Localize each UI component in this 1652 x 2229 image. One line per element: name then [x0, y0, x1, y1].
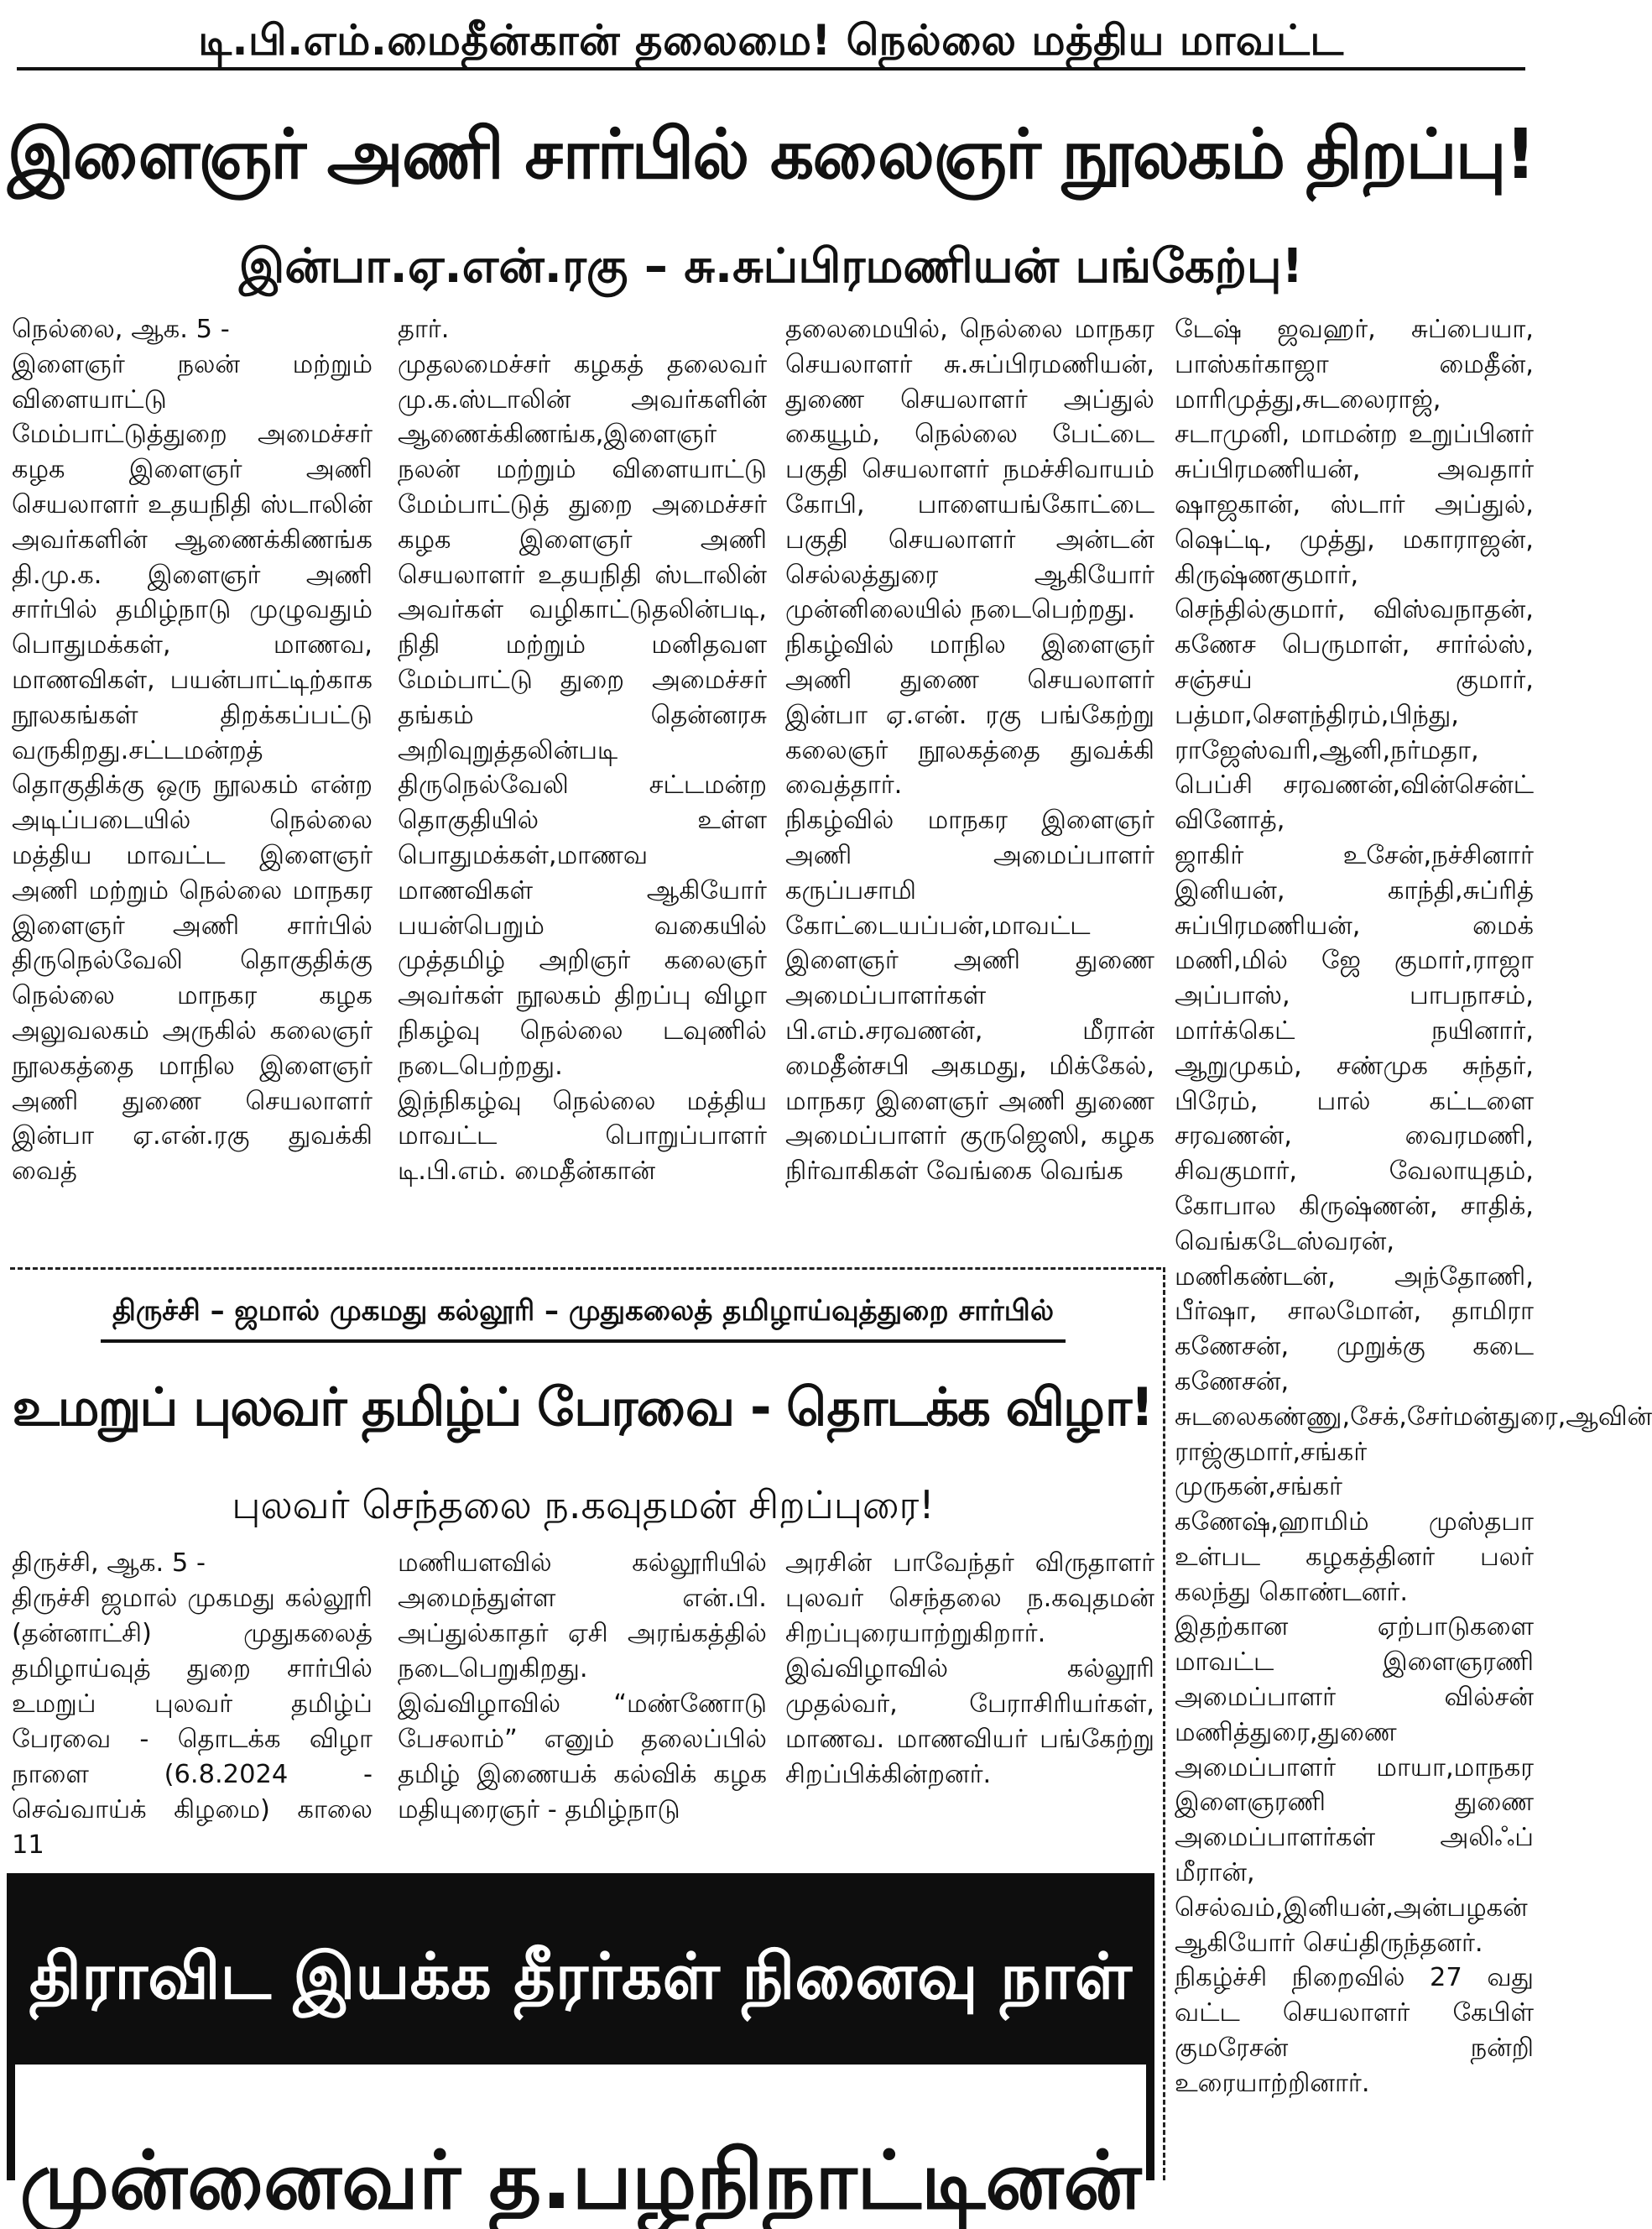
memorial-box-heading-text: முன்னைவர் த.பழநிநாட்டினன்	[19, 2133, 1142, 2227]
story1-subhead: இன்பா.ஏ.என்.ரகு – சு.சுப்பிரமணியன் பங்கேற்பு!	[238, 239, 1304, 294]
paragraph: அரசின் பாவேந்தர் விருதாளர் புலவர் செந்தலை ந.கவுதமன் சிறப்புரையாற்றுகிறார்.	[785, 1548, 1154, 1648]
paragraph: இளைஞர் நலன் மற்றும் விளையாட்டு மேம்பாட்டுத்துறை அமைச்சர் கழக இளைஞர் அணி செயலாளர் உதயநிதி ஸ்டாலின் அவர்களின் ஆணைக்கிணங்க தி.மு.க. இளைஞர் அணி சார்பில் தமிழ்நாடு முழுவதும் பொதுமக்கள், மாணவ, மாணவிகள், பயன்பாட்டிற்காக நூலகங்கள் திறக்கப்பட்டு வருகிறது.சட்டமன்றத் தொகுதிக்கு ஒரு நூலகம் என்ற அடிப்படையில் நெல்லை மத்திய மாவட்ட இளைஞர் அணி மற்றும் நெல்லை மாநகர இளைஞர் அணி சார்பில் திருநெல்வேலி தொகுதிக்கு நெல்லை மாநகர கழக அலுவலகம் அருகில் கலைஞர் நூலகத்தை மாநில இளைஞர் அணி துணை செயலாளர் இன்பா ஏ.என்.ரகு துவக்கி வைத்	[12, 349, 373, 1187]
dashed-divider-vertical	[1163, 1267, 1165, 2180]
paragraph: முதலமைச்சர் கழகத் தலைவர் மு.க.ஸ்டாலின் அவர்களின் ஆணைக்கிணங்க,இளைஞர் நலன் மற்றும் விளையாட்டு மேம்பாட்டுத் துறை அமைச்சர் கழக இளைஞர் அணி செயலாளர் உதயநிதி ஸ்டாலின் அவர்கள் வழிகாட்டுதலின்படி, நிதி மற்றும் மனிதவள மேம்பாட்டு துறை அமைச்சர் தங்கம் தென்னரசு அறிவுறுத்தலின்படி திருநெல்வேலி சட்டமன்ற தொகுதியில் உள்ள பொதுமக்கள்,மாணவ மாணவிகள் ஆகியோர் பயன்பெறும் வகையில் முத்தமிழ் அறிஞர் கலைஞர் அவர்கள் நூலகம் திறப்பு விழா நிகழ்வு நெல்லை டவுணில் நடைபெற்றது.	[398, 349, 767, 1081]
paragraph: இந்நிகழ்வு நெல்லை மத்திய மாவட்ட பொறுப்பாளர் டி.பி.எம். மைதீன்கான்	[398, 1086, 767, 1187]
paragraph: இவ்விழாவில் கல்லூரி முதல்வர், பேராசிரியர்கள், மாணவ. மாணவியர் பங்கேற்று சிறப்பிக்கின்றனர்.	[785, 1654, 1154, 1789]
paragraph: திருச்சி ஜமால் முகமது கல்லூரி (தன்னாட்சி) முதுகலைத் தமிழாய்வுத் துறை சார்பில் உமறுப் புலவர் தமிழ்ப் பேரவை - தொடக்க விழா நாளை (6.8.2024 - செவ்வாய்க் கிழமை) காலை 11	[12, 1584, 373, 1860]
paragraph: நிகழ்வில் மாநகர இளைஞர் அணி அமைப்பாளர் கருப்பசாமி கோட்டையப்பன்,மாவட்ட இளைஞர் அணி துணை அமைப்பாளர்கள் பி.எம்.சரவணன், மீரான் மைதீன்சபி அகமது, மிக்கேல், மாநகர இளைஞர் அணி துணை அமைப்பாளர் குருஜெஸி, கழக நிர்வாகிகள் வேங்கை வெங்க	[785, 806, 1154, 1187]
paragraph: தார்.	[398, 315, 450, 344]
paragraph: நிகழ்வில் மாநில இளைஞர் அணி துணை செயலாளர் இன்பா ஏ.என். ரகு பங்கேற்று கலைஞர் நூலகத்தை துவக்கி வைத்தார்.	[785, 630, 1154, 801]
paragraph: இதற்கான ஏற்பாடுகளை மாவட்ட இளைஞரணி அமைப்பாளர் வில்சன் மணித்துரை,துணை அமைப்பாளர் மாயா,மாநகர இளைஞரணி துணை அமைப்பாளர்கள் அலிஃப் மீரான், செல்வம்,இனியன்,அன்பழகன் ஆகியோர் செய்திருந்தனர்.	[1175, 1612, 1534, 1958]
story2-kicker: திருச்சி – ஜமால் முகமது கல்லூரி – முதுகலைத் தமிழாய்வுத்துறை சார்பில்	[101, 1284, 1066, 1343]
dashed-divider-horizontal	[10, 1267, 1161, 1270]
story2-dateline: திருச்சி, ஆக. 5 -	[12, 1548, 206, 1578]
paragraph: இவ்விழாவில் “மண்ணோடு பேசலாம்” எனும் தலைப்பில் தமிழ் இணையக் கல்விக் கழக மதியுரைஞர் - தமிழ்நாடு	[398, 1689, 767, 1824]
story2-column-3	[785, 1546, 1154, 1865]
paragraph: மணியளவில் கல்லூரியில் அமைந்துள்ள என்.பி. அப்துல்காதர் ஏசி அரங்கத்தில் நடைபெறுகிறது.	[398, 1548, 767, 1683]
paragraph: தலைமையில், நெல்லை மாநகர செயலாளர் சு.சுப்பிரமணியன், துணை செயலாளர் அப்துல் கையூம், நெல்லை பேட்டை பகுதி செயலாளர் நமச்சிவாயம் கோபி, பாளையங்கோட்டை பகுதி செயலாளர் அன்டன் செல்லத்துரை ஆகியோர் முன்னிலையில் நடைபெற்றது.	[785, 315, 1154, 625]
story1-column-4	[1175, 312, 1652, 2180]
paragraph: டேஷ் ஜவஹர், சுப்பையா, பாஸ்கர்காஜா மைதீன், மாரிமுத்து,சுடலைராஜ், சடாமுனி, மாமன்ற உறுப்பினர் சுப்பிரமணியன், அவதார் ஷாஜகான், ஸ்டார் அப்துல், ஷெட்டி, முத்து, மகாராஜன், கிருஷ்ணகுமார், செந்தில்குமார், விஸ்வநாதன், கணேச பெருமாள், சார்ல்ஸ், சஞ்சய் குமார், பத்மா,சௌந்திரம்,பிந்து, ராஜேஸ்வரி,ஆனி,நர்மதா, பெப்சி சரவணன்,வின்சென்ட் வினோத்,	[1175, 315, 1534, 836]
memorial-box-title: திராவிட இயக்க தீரர்கள் நினைவு நாள்	[29, 1939, 1133, 2013]
story2-column-1	[12, 1546, 373, 1865]
memorial-box-heading	[15, 2132, 1146, 2227]
story2-column-2	[398, 1546, 767, 1865]
story1-column-3	[785, 312, 1154, 1261]
story2-subhead: புலவர் செந்தலை ந.கவுதமன் சிறப்புரை!	[232, 1482, 935, 1527]
story1-kicker: டி.பி.எம்.மைதீன்கான் தலைமை! நெல்லை மத்திய மாவட்ட	[17, 12, 1525, 70]
story1-headline: இளைஞர் அணி சார்பில் கலைஞர் நூலகம் திறப்பு!	[7, 115, 1535, 195]
story1-dateline: நெல்லை, ஆக. 5 -	[12, 315, 230, 344]
story1-column-2	[398, 312, 767, 1261]
paragraph: நிகழ்ச்சி நிறைவில் 27 வது வட்ட செயலாளர் கேபிள் குமரேசன் நன்றி உரையாற்றினார்.	[1175, 1963, 1534, 2098]
story2-headline: உமறுப் புலவர் தமிழ்ப் பேரவை - தொடக்க விழா!	[12, 1376, 1153, 1438]
story1-column-1	[12, 312, 373, 1261]
paragraph: ஜாகிர் உசேன்,நச்சினார் இனியன், காந்தி,சுப்ரித் சுப்பிரமணியன், மைக் மணி,மில் ஜே குமார்,ராஜா அப்பாஸ், பாபநாசம், மார்க்கெட் நயினார், ஆறுமுகம், சண்முக சுந்தர், பிரேம், பால் கட்டளை சரவணன், வைரமணி, சிவகுமார், வேலாயுதம், கோபால கிருஷ்ணன், சாதிக், வெங்கடேஸ்வரன், மணிகண்டன், அந்தோணி, பீர்ஷா, சாலமோன், தாமிரா கணேசன், முறுக்கு கடை கணேசன், சுடலைகண்ணு,சேக்,சேர்மன்துரை,ஆவின் ராஜ்குமார்,சங்கர் முருகன்,சங்கர் கணேஷ்,ஹாமிம் முஸ்தபா உள்பட கழகத்தினர் பலர் கலந்து கொண்டனர்.	[1175, 840, 1652, 1607]
